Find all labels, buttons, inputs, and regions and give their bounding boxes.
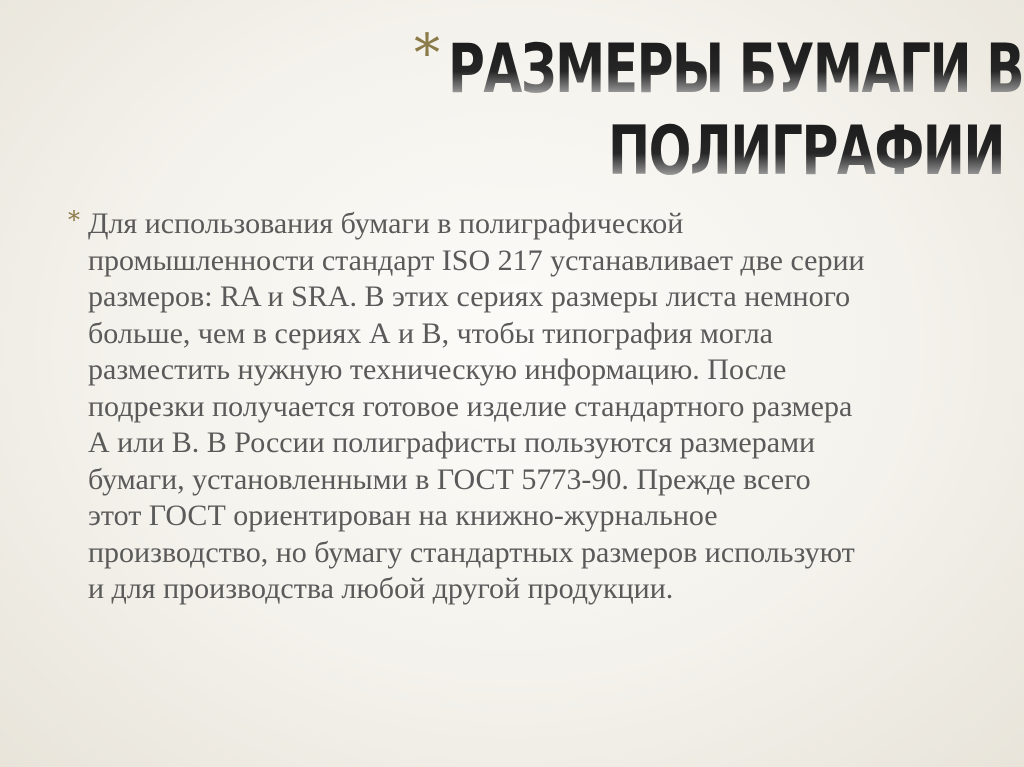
body-line: подрезки получается готовое изделие стандартного размера: [88, 389, 853, 423]
body-line: разместить нужную техническую информацию. После: [88, 353, 787, 386]
body-line: и для производства любой другой продукции.: [88, 572, 674, 605]
body-paragraph: [88, 206, 978, 608]
title-line-2: ПОЛИГРАФИИ: [608, 112, 1005, 191]
body-line: производство, но бумагу стандартных размеров используют: [88, 535, 855, 569]
body-line: А или В. В России полиграфисты пользуются размерами: [88, 426, 816, 459]
body-line: Для использования бумаги в полиграфической: [88, 207, 684, 240]
body-bullet-asterisk: *: [68, 206, 80, 234]
body-line: размеров: RA и SRA. В этих сериях размеры листа немного: [88, 280, 851, 313]
body-line: этот ГОСТ ориентирован на книжно-журнальное: [88, 499, 718, 532]
title-bullet-asterisk: *: [414, 24, 440, 84]
title-line-1: РАЗМЕРЫ БУМАГИ В: [448, 30, 1024, 109]
body-line: бумаги, установленными в ГОСТ 5773-90. Прежде всего: [88, 462, 811, 496]
body-line: больше, чем в сериях А и В, чтобы типография могла: [88, 316, 773, 350]
body-line: промышленности стандарт ISO 217 устанавливает две серии: [88, 243, 865, 277]
